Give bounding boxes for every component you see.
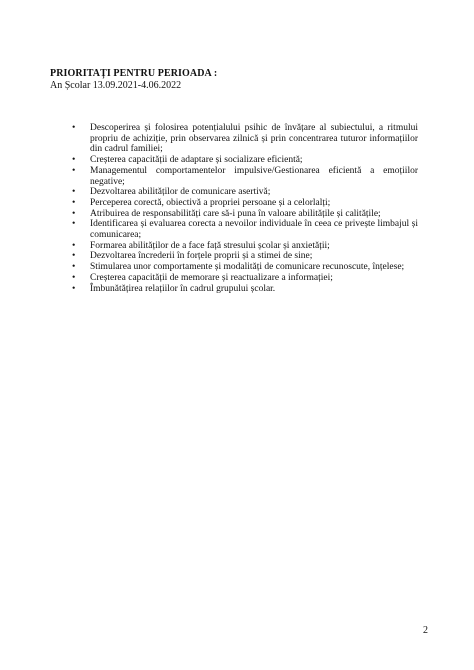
school-year-subtitle: An Școlar 13.09.2021-4.06.2022: [50, 80, 182, 91]
page-title: PRIORITAȚI PENTRU PERIOADA :: [50, 68, 218, 79]
list-item: [72, 155, 418, 166]
priority-text: Descoperirea și folosirea potențialului psihic de învățare al subiectului, a ritmului propriu de achiziție, prin observarea zilnică și prin concentrarea tuturor informațiilor din cadrul familiei;: [90, 123, 418, 155]
bullet-icon: •: [72, 272, 76, 283]
list-item: [72, 262, 418, 273]
priority-text: Managementul comportamentelor impulsive/Gestionarea eficientă a emoțiilor negative;: [90, 165, 418, 187]
list-item: [72, 209, 418, 220]
list-item: [72, 198, 418, 209]
bullet-icon: •: [72, 197, 76, 208]
list-item: [72, 166, 418, 187]
priority-text: Dezvoltarea abilităților de comunicare asertivă;: [90, 187, 271, 198]
bullet-icon: •: [72, 208, 76, 219]
priority-text: Perceperea corectă, obiectivă a propriei persoane și a celorlalți;: [90, 197, 331, 208]
list-item: [72, 284, 418, 295]
priority-text: Stimularea unor comportamente și modalități de comunicare recunoscute, înțelese;: [90, 262, 405, 273]
priority-text: Formarea abilităților de a face față stresului școlar și anxietății;: [90, 240, 330, 251]
priority-text: Identificarea și evaluarea corecta a nevoilor individuale în ceea ce privește limbajul și comunicarea;: [90, 219, 418, 241]
bullet-icon: •: [72, 165, 76, 176]
bullet-icon: •: [72, 251, 76, 262]
bullet-icon: •: [72, 283, 76, 294]
priorities-list: [72, 123, 418, 294]
bullet-icon: •: [72, 219, 76, 230]
bullet-icon: •: [72, 123, 76, 133]
priority-text: Dezvoltarea încrederii în forțele proprii și a stimei de sine;: [90, 251, 313, 262]
bullet-icon: •: [72, 155, 76, 166]
list-item: [72, 219, 418, 240]
page-number: 2: [423, 625, 428, 636]
bullet-icon: •: [72, 240, 76, 251]
priority-text: Îmbunătățirea relațiilor în cadrul grupului școlar.: [90, 283, 276, 294]
list-item: [72, 241, 418, 252]
priority-text: Atribuirea de responsabilități care să-i puna în valoare abilitățile și calitățile;: [90, 208, 381, 219]
list-item: [72, 187, 418, 198]
priority-text: Creșterea capacității de adaptare și socializare eficientă;: [90, 155, 303, 166]
bullet-icon: •: [72, 262, 76, 273]
list-item: [72, 273, 418, 284]
bullet-icon: •: [72, 187, 76, 198]
priority-text: Creșterea capacității de memorare și reactualizare a informației;: [90, 272, 333, 283]
list-item: [72, 251, 418, 262]
list-item: [72, 123, 418, 155]
